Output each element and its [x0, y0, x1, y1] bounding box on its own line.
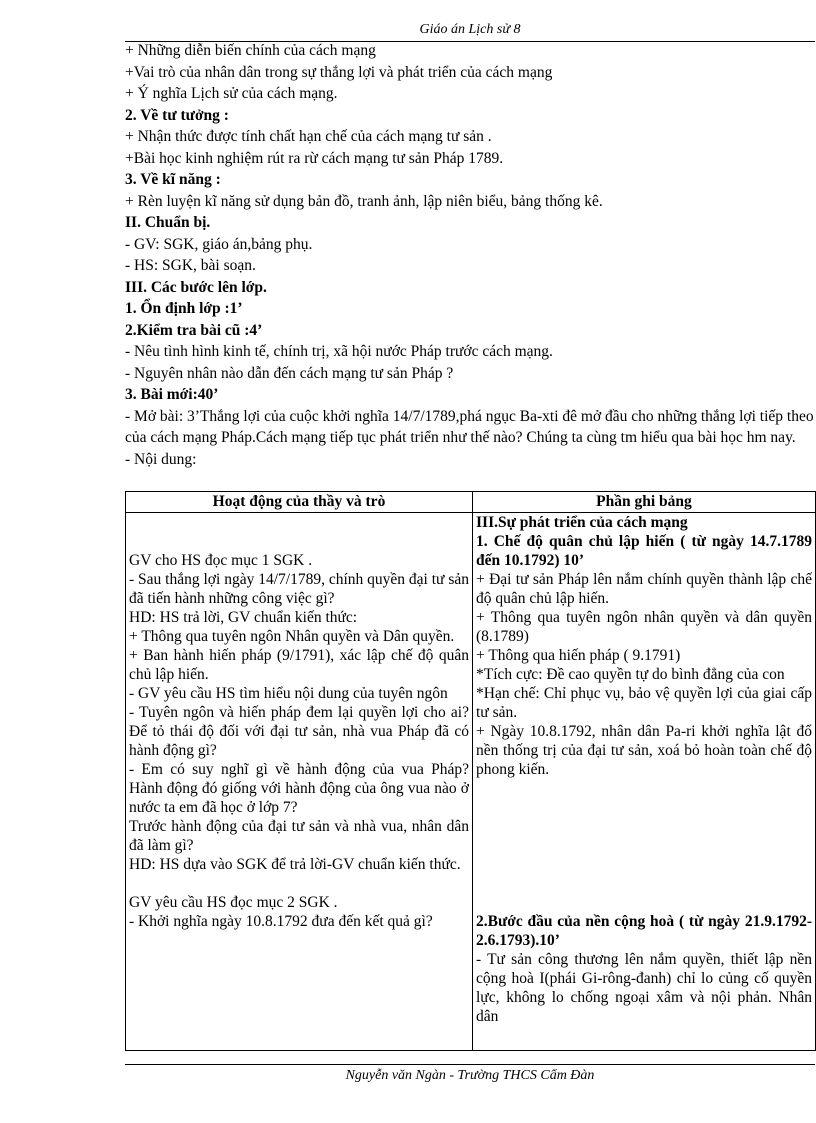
activity-line: - Tuyên ngôn và hiến pháp đem lại quyền lợi cho ai? Để tỏ thái độ đối với đại tư sản, nhà vua Pháp đã có hành động gì?	[129, 704, 469, 759]
activity-line: - GV yêu cầu HS tìm hiểu nội dung của tuyên ngôn	[129, 685, 448, 702]
content-label: - Nội dung:	[125, 450, 197, 468]
notes-line: + Ngày 10.8.1792, nhân dân Pa-ri khởi nghĩa lật đổ nền thống trị của đại tư sản, xoá bỏ hoàn toàn chế độ phong kiến.	[476, 723, 812, 778]
intro-line: - HS: SGK, bài soạn.	[125, 257, 256, 274]
notes-cell	[473, 513, 816, 1051]
notes-line	[476, 779, 812, 798]
notes-line	[476, 874, 812, 893]
activity-line	[129, 532, 469, 551]
activity-line	[129, 513, 469, 532]
intro-line: + Những diễn biến chính của cách mạng	[125, 42, 376, 59]
intro-line: - GV: SGK, giáo án,bảng phụ.	[125, 235, 313, 253]
intro-line: + Ý nghĩa Lịch sử của cách mạng.	[125, 85, 338, 102]
page-header	[125, 19, 815, 42]
activity-line: GV cho HS đọc mục 1 SGK .	[129, 552, 313, 569]
activity-line	[129, 874, 469, 893]
notes-line: + Đại tư sản Pháp lên nắm chính quyền thành lập chế độ quân chủ lập hiến.	[476, 571, 812, 607]
activity-line: HD: HS trả lời, GV chuẩn kiến thức:	[129, 609, 358, 626]
notes-line: - Tư sản công thương lên nắm quyền, thiết lập nền cộng hoà I(phái Gi-rông-đanh) chỉ lo củng cố quyền lực, không lo chống ngoại xâm và nội phản. Nhân dân	[476, 951, 812, 1025]
notes-line	[476, 817, 812, 836]
intro-line: +Bài học kinh nghiệm rút ra rừ cách mạng tư sản Pháp 1789.	[125, 149, 504, 167]
intro-line: 2. Về tư tưởng :	[125, 106, 229, 124]
intro-line: 3. Về kĩ năng :	[125, 171, 221, 188]
lesson-table	[125, 491, 816, 1051]
intro-line: 1. Ổn định lớp :1’	[125, 300, 243, 317]
activity-line: + Ban hành hiến pháp (9/1791), xác lập chế độ quân chủ lập hiến.	[129, 647, 469, 683]
intro-line: 2.Kiểm tra bài cũ :4’	[125, 321, 263, 339]
table-row	[126, 513, 816, 1051]
notes-line: + Thông qua hiến pháp ( 9.1791)	[476, 647, 681, 664]
notes-line	[476, 798, 812, 817]
opening-paragraph: - Mở bài: 3’Thắng lợi của cuộc khởi nghĩa 14/7/1789,phá ngục Ba-xti đê mở đầu cho những thắng lợi tiếp theo của cách mạng Pháp.Cách mạng tiếp tục phát triển như thế nào? Chúng ta cùng tm hiểu qua bài học hm nay.	[125, 407, 814, 446]
notes-line: 2.Bước đầu của nền cộng hoà ( từ ngày 21.9.1792-2.6.1793).10’	[476, 913, 812, 949]
header-board-notes: Phần ghi bảng	[473, 492, 816, 513]
activity-line: + Thông qua tuyên ngôn Nhân quyền và Dân quyền.	[129, 628, 455, 645]
activity-cell	[126, 513, 473, 1051]
intro-line: +Vai trò của nhân dân trong sự thắng lợi và phát triển của cách mạng	[125, 63, 553, 81]
intro-line: - Nguyên nhân nào dẫn đến cách mạng tư sản Pháp ?	[125, 364, 454, 382]
notes-line	[476, 855, 812, 874]
page-footer	[125, 1064, 815, 1084]
activity-line: Trước hành động của đại tư sản và nhà vua, nhân dân đã làm gì?	[129, 818, 469, 854]
intro-lines	[125, 40, 815, 406]
notes-line: *Hạn chế: Chỉ phục vụ, bảo vệ quyền lợi của giai cấp tư sản.	[476, 685, 812, 721]
activity-line: GV yêu cầu HS đọc mục 2 SGK .	[129, 894, 338, 911]
activity-line: HD: HS dựa vào SGK để trả lời-GV chuẩn kiến thức.	[129, 856, 461, 873]
header-teacher-activity: Hoạt động của thầy và trò	[126, 492, 473, 513]
intro-line: + Rèn luyện kĩ năng sử dụng bản đồ, tranh ảnh, lập niên biểu, bảng thống kê.	[125, 192, 603, 210]
notes-line	[476, 893, 812, 912]
notes-line: 1. Chế độ quân chủ lập hiến ( từ ngày 14.7.1789 đến 10.1792) 10’	[476, 533, 812, 569]
footer-text: Nguyễn văn Ngàn - Trường THCS Cẩm Đàn	[345, 1068, 595, 1083]
intro-line: III. Các bước lên lớp.	[125, 278, 267, 296]
table-header-row	[126, 492, 816, 513]
header-title: Giáo án Lịch sử 8	[419, 22, 521, 37]
notes-line	[476, 836, 812, 855]
notes-line: III.Sự phát triển của cách mạng	[476, 514, 688, 531]
intro-line: II. Chuẩn bị.	[125, 214, 211, 231]
activity-line: - Khởi nghĩa ngày 10.8.1792 đưa đến kết quả gì?	[129, 913, 433, 930]
notes-line: *Tích cực: Đề cao quyền tự do bình đẳng của con	[476, 666, 785, 683]
notes-line: + Thông qua tuyên ngôn nhân quyền và dân quyền (8.1789)	[476, 609, 812, 645]
lesson-content	[125, 40, 815, 470]
activity-line: - Sau thắng lợi ngày 14/7/1789, chính quyền đại tư sản đã tiến hành những công việc gì?	[129, 571, 469, 607]
activity-line: - Em có suy nghĩ gì về hành động của vua Pháp? Hành động đó giống với hành động của ông vua nào ở nước ta em đã học ở lớp 7?	[129, 761, 469, 816]
intro-line: - Nêu tình hình kinh tế, chính trị, xã hội nước Pháp trước cách mạng.	[125, 343, 553, 360]
intro-line: + Nhận thức được tính chất hạn chế của cách mạng tư sản .	[125, 128, 492, 145]
intro-line: 3. Bài mới:40’	[125, 386, 219, 403]
